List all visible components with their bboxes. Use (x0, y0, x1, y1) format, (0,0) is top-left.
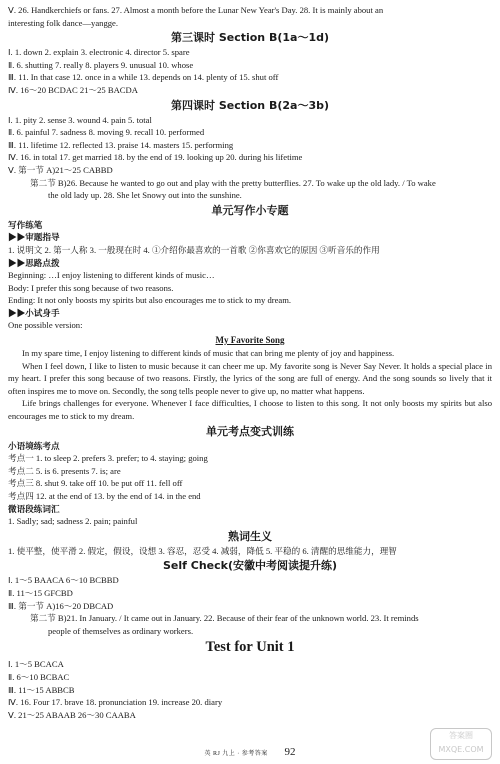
shushu-line: 1. 使平整，使平滑 2. 假定，假设，设想 3. 容忍，忍受 4. 减弱，降低 5. 平稳的 6. 清醒的思维能力，理智 (8, 545, 397, 556)
outline-beginning: Beginning: …I enjoy listening to different kinds of music… (8, 270, 215, 281)
s3-line-4: Ⅳ. 16～20 BCDAC 21～25 BACDA (8, 84, 138, 95)
drill-point-3: 考点三 8. shut 9. take off 10. be put off 11. fell off (8, 478, 183, 489)
essay-paragraph-2: When I feel down, I like to listen to music because it can cheer me up. My favorite song is Never Say Never. It holds a special place in my heart. I prefer this song because of two reasons. Firstly, the lyrics of the song are full of energy. And the song sounds so lively that it often inspires me to move on. Secondly, the song tells people never to give up, no matter what happens. (8, 360, 492, 396)
selfcheck-title: Self Check(安徽中考阅读提升练) (162, 559, 338, 573)
s4-line-4: Ⅳ. 16. in total 17. get married 18. by the end of 19. looking up 20. during his lifetime (8, 152, 303, 163)
section-3-title: 第三课时 Section B(1a～1d) (170, 31, 330, 45)
drill-point-1: 考点一 1. to sleep 2. prefers 3. prefer; to 4. staying; going (8, 453, 208, 464)
writing-title: 单元写作小专题 (211, 203, 289, 217)
selfcheck-line-5: people of themselves as ordinary workers. (48, 625, 194, 636)
drill-point-2: 考点二 5. is 6. presents 7. is; are (8, 465, 121, 476)
writing-guide-line: 1. 说明文 2. 第一人称 3. 一般现在时 4. ①介绍你最喜欢的一首歌 ②你喜欢它的原因 ③听音乐的作用 (8, 244, 380, 255)
drill-title: 单元考点变式训练 (206, 424, 294, 438)
writing-try-label: ▶▶小试身手 (8, 307, 60, 318)
drill-vocab-line: 1. Sadly; sad; sadness 2. pain; painful (8, 516, 138, 527)
writing-outline-label: ▶▶思路点拨 (8, 257, 60, 268)
s4-line-5: Ⅴ. 第一节 A)21～25 CABBD (8, 164, 113, 175)
test-title: Test for Unit 1 (205, 639, 295, 656)
essay-paragraph-1: In my spare time, I enjoy listening to different kinds of music that can bring me plenty of joy and happiness. (22, 348, 395, 359)
possible-version-label: One possible version: (8, 320, 83, 331)
watermark-logo (430, 728, 492, 760)
writing-guide-label: ▶▶审题指导 (8, 232, 60, 243)
footer-label: 英 RJ 九上 · 参考答案 (204, 751, 268, 757)
test-line-1: Ⅰ. 1～5 BCACA (8, 659, 64, 670)
section-4-title: 第四课时 Section B(2a～3b) (170, 98, 330, 112)
selfcheck-line-2: Ⅱ. 11～15 GFCBD (8, 587, 73, 598)
page-footer (0, 746, 500, 758)
watermark-line-2: MXQE.COM (438, 745, 484, 754)
s3-line-1: Ⅰ. 1. down 2. explain 3. electronic 4. director 5. spare (8, 47, 190, 58)
s4-line-2: Ⅱ. 6. painful 7. sadness 8. moving 9. recall 10. performed (8, 127, 205, 138)
drill-sub-2: 微语段练词汇 (8, 503, 60, 514)
s3-line-3: Ⅲ. 11. In that case 12. once in a while 13. depends on 14. plenty of 15. shut off (8, 72, 279, 83)
essay-paragraph-3: Life brings challenges for everyone. Whenever I face difficulties, I choose to listen to this song. It not only boosts my spirits but also encourages me to stick to my dream. (8, 398, 492, 422)
drill-sub-1: 小语境练考点 (8, 440, 60, 451)
top-line-1: Ⅴ. 26. Handkerchiefs or fans. 27. Almost a month before the Lunar New Year's Day. 28. It is mainly about an (8, 5, 384, 15)
watermark-line-1: 答案圈 (449, 731, 473, 740)
test-line-3: Ⅲ. 11～15 ABBCB (8, 684, 75, 695)
outline-ending: Ending: It not only boosts my spirits but also encourages me to stick to my dream. (8, 295, 292, 306)
shushu-title: 熟词生义 (228, 529, 272, 543)
selfcheck-line-1: Ⅰ. 1～5 BAACA 6～10 BCBBD (8, 575, 119, 586)
test-line-5: Ⅴ. 21～25 ABAAB 26～30 CAABA (8, 709, 136, 720)
s3-line-2: Ⅱ. 6. shutting 7. really 8. players 9. unusual 10. whose (8, 59, 194, 70)
page-number: 92 (284, 746, 296, 758)
s4-line-6: 第二节 B)26. Because he wanted to go out and play with the pretty butterflies. 27. To wake up the old lady. / To wake (30, 177, 436, 188)
outline-body: Body: I prefer this song because of two reasons. (8, 282, 174, 293)
essay-title: My Favorite Song (215, 335, 285, 346)
s4-line-7: the old lady up. 28. She let Snowy out into the sunshine. (48, 190, 242, 201)
selfcheck-line-4: 第二节 B)21. In January. / It came out in January. 22. Because of their fear of the unknown world. 23. It reminds (30, 613, 419, 624)
drill-point-4: 考点四 12. at the end of 13. by the end of 14. in the end (8, 491, 201, 501)
writing-practice-label: 写作练笔 (8, 219, 43, 230)
test-line-2: Ⅱ. 6～10 BCBAC (8, 671, 70, 682)
test-line-4: Ⅳ. 16. Four 17. brave 18. pronunciation 19. increase 20. diary (8, 697, 223, 708)
s4-line-1: Ⅰ. 1. pity 2. sense 3. wound 4. pain 5. total (8, 114, 152, 125)
s4-line-3: Ⅲ. 11. lifetime 12. reflected 13. praise 14. masters 15. performing (8, 139, 234, 150)
selfcheck-line-3: Ⅲ. 第一节 A)16～20 DBCAD (8, 600, 114, 611)
top-line-2: interesting folk dance—yangge. (8, 17, 119, 28)
